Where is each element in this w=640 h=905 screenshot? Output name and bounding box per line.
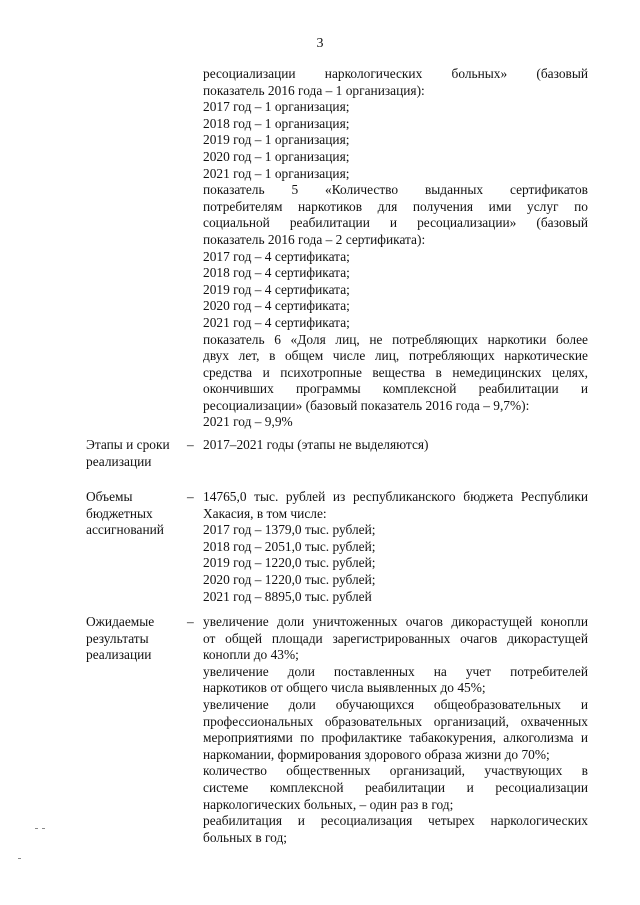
indicator-line: двух лет, в общем числе лиц, потребляющих наркотические (203, 348, 588, 364)
budget-label-line-1: Объемы (86, 489, 133, 504)
stages-value-text: 2017–2021 годы (этапы не выделяются) (203, 437, 429, 452)
budget-line: 2019 год – 1220,0 тыс. рублей; (203, 555, 376, 571)
result-line: наркотиков от общего числа выявленных до 45%; (203, 680, 486, 696)
result-line: увеличение доли поставленных на учет потребителей (203, 663, 588, 679)
budget-line: 2018 год – 2051,0 тыс. рублей; (203, 538, 376, 554)
stages-label (86, 437, 186, 470)
results-dash: – (187, 614, 194, 629)
indicator-line: социальной реабилитации и ресоциализации» (базовый (203, 215, 588, 231)
stages-dash: – (187, 437, 194, 452)
indicator-line: 2019 год – 4 сертификата; (203, 281, 350, 297)
budget-line: Хакасия, в том числе: (203, 505, 327, 521)
indicator-line: показатель 2016 года – 2 сертификата): (203, 231, 426, 247)
indicator-line: средства и психотропные вещества в немедицинских целях, (203, 364, 588, 380)
indicator-line: 2018 год – 1 организация; (203, 115, 350, 131)
result-line: конопли до 43%; (203, 647, 299, 663)
page-number: 3 (316, 36, 324, 51)
indicator-line: показатель 5 «Количество выданных сертификатов (203, 182, 588, 198)
result-line: системе комплексной реабилитации и ресоциализации (203, 779, 588, 795)
result-line: наркологических больных, – один раз в год; (203, 796, 454, 812)
results-label (86, 614, 186, 664)
indicator-line: 2017 год – 4 сертификата; (203, 248, 350, 264)
stages-label-line-2: реализации (86, 453, 152, 469)
indicator-line: окончивших программы комплексной реабилитации и (203, 381, 588, 397)
budget-line: 2021 год – 8895,0 тыс. рублей (203, 588, 372, 604)
indicator-line: 2021 год – 9,9% (203, 414, 293, 430)
result-line: увеличение доли уничтоженных очагов дикорастущей конопли (203, 614, 588, 629)
indicator-line: потребителям наркотиков для получения ими услуг по (203, 198, 588, 214)
indicator-line: 2021 год – 4 сертификата; (203, 314, 350, 330)
stages-value (203, 437, 588, 454)
budget-label-line-2: бюджетных (86, 505, 153, 521)
indicator-line: 2020 год – 1 организация; (203, 148, 350, 164)
indicator-line: 2019 год – 1 организация; (203, 132, 350, 148)
indicator-line: ресоциализации наркологических больных» (базовый (203, 66, 588, 81)
indicator-line: показатель 2016 года – 1 организация): (203, 82, 425, 98)
results-value (203, 614, 588, 846)
indicator-line: 2017 год – 1 организация; (203, 99, 350, 115)
budget-line: 14765,0 тыс. рублей из республиканского бюджета Республики (203, 489, 588, 504)
budget-label (86, 489, 186, 539)
results-label-line-1: Ожидаемые (86, 614, 155, 629)
result-line: реабилитация и ресоциализация четырех наркологических (203, 813, 588, 829)
result-line: мероприятиями по профилактике табакокурения, алкоголизма и (203, 730, 588, 746)
indicator-line: показатель 6 «Доля лиц, не потребляющих наркотики более (203, 331, 588, 347)
results-label-line-2: результаты (86, 630, 149, 646)
scan-mark (18, 858, 21, 859)
stages-label-line-1: Этапы и сроки (86, 437, 170, 452)
indicator-line: 2018 год – 4 сертификата; (203, 265, 350, 281)
budget-label-line-3: ассигнований (86, 522, 164, 538)
budget-line: 2020 год – 1220,0 тыс. рублей; (203, 571, 376, 587)
budget-value (203, 489, 588, 605)
result-line: количество общественных организаций, участвующих в (203, 763, 588, 779)
result-line: увеличение доли обучающихся общеобразовательных и (203, 696, 588, 712)
indicators-continuation (203, 66, 588, 431)
budget-dash: – (187, 489, 194, 504)
results-label-line-3: реализации (86, 647, 152, 663)
result-line: профессиональных образовательных организаций, охваченных (203, 713, 588, 729)
result-line: наркомании, формирования здорового образа жизни до 70%; (203, 746, 550, 762)
result-line: больных в год; (203, 829, 287, 845)
budget-line: 2017 год – 1379,0 тыс. рублей; (203, 522, 376, 538)
indicator-line: 2021 год – 1 организация; (203, 165, 350, 181)
indicator-line: ресоциализации» (базовый показатель 2016 года – 9,7%): (203, 397, 530, 413)
scan-mark (42, 828, 45, 829)
scan-mark (35, 828, 38, 829)
indicator-line: 2020 год – 4 сертификата; (203, 298, 350, 314)
result-line: от общей площади зарегистрированных очагов дикорастущей (203, 630, 588, 646)
